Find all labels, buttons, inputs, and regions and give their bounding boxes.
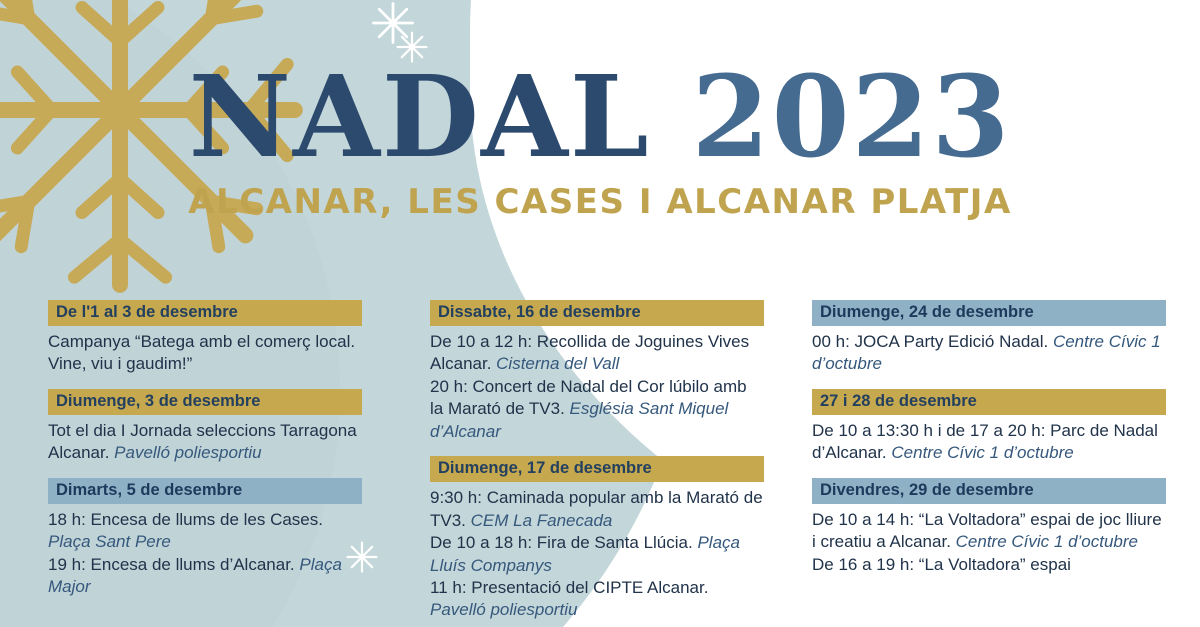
- event-text: 19 h: Encesa de llums d’Alcanar.: [48, 554, 300, 574]
- event-line: [48, 509, 362, 554]
- event-location: Plaça Sant Pere: [48, 532, 171, 552]
- event-line: [48, 331, 362, 376]
- event-block: [430, 300, 764, 443]
- event-location: CEM La Fanecada: [470, 510, 613, 530]
- event-details: [48, 509, 362, 599]
- event-location: Plaça Major: [48, 554, 342, 597]
- event-details: [430, 487, 764, 622]
- event-block: [812, 478, 1166, 576]
- event-location: Centre Cívic 1 d’octubre: [891, 443, 1074, 463]
- title-year: 2023: [691, 52, 1012, 183]
- event-date-heading: Diumenge, 17 de desembre: [430, 456, 764, 482]
- event-date-heading: Divendres, 29 de desembre: [812, 478, 1166, 504]
- event-text: 20 h: Concert de Nadal del Cor lúbilo amb la Marató de TV3.: [430, 376, 747, 419]
- title-nadal: NADAL: [188, 52, 651, 183]
- event-line: [430, 577, 764, 622]
- event-location: Església Sant Miquel d’Alcanar: [430, 399, 729, 441]
- event-line: [812, 509, 1166, 554]
- event-line: [812, 331, 1166, 376]
- event-location: Pavelló poliesportiu: [430, 600, 578, 620]
- event-date-heading: Diumenge, 24 de desembre: [812, 300, 1166, 326]
- event-text: 18 h: Encesa de llums de les Cases.: [48, 509, 323, 529]
- event-details: [812, 509, 1166, 576]
- events-column-3: [800, 300, 1200, 627]
- event-text: De 10 a 12 h: Recollida de Joguines Vives Alcanar.: [430, 332, 750, 374]
- event-block: [48, 389, 362, 465]
- event-block: [430, 456, 764, 622]
- event-line: [812, 420, 1166, 465]
- event-line: [48, 554, 362, 599]
- event-location: Centre Cívic 1 d’octubre: [812, 332, 1161, 374]
- event-text: De 10 a 13:30 h i de 17 a 20 h: Parc de Nadal d’Alcanar.: [812, 420, 1158, 463]
- event-block: [48, 300, 362, 376]
- event-location: Centre Cívic 1 d’octubre: [955, 532, 1139, 552]
- event-line: [430, 331, 764, 376]
- event-text: De 10 a 14 h: “La Voltadora” espai de joc lliure i creatiu a Alcanar.: [812, 509, 1162, 552]
- event-date-heading: Dissabte, 16 de desembre: [430, 300, 764, 326]
- event-location: Plaça Lluís Companys: [430, 533, 740, 575]
- event-date-heading: De l'1 al 3 de desembre: [48, 300, 362, 326]
- event-line: [430, 487, 764, 532]
- event-location: Pavelló poliesportiu: [114, 443, 262, 463]
- event-block: [48, 478, 362, 599]
- events-column-2: [400, 300, 800, 627]
- event-details: [812, 420, 1166, 465]
- event-details: [430, 331, 764, 443]
- event-location: Cisterna del Vall: [496, 354, 620, 374]
- event-text: De 10 a 18 h: Fira de Santa Llúcia.: [430, 533, 698, 553]
- event-details: [48, 420, 362, 465]
- event-block: [812, 300, 1166, 376]
- event-text: De 16 a 19 h: “La Voltadora” espai: [812, 554, 1071, 574]
- event-date-heading: Dimarts, 5 de desembre: [48, 478, 362, 504]
- event-date-heading: Diumenge, 3 de desembre: [48, 389, 362, 415]
- event-line: [48, 420, 362, 465]
- event-line: [812, 554, 1166, 576]
- events-column-1: [0, 300, 400, 627]
- poster-title: [0, 52, 1200, 222]
- event-block: [812, 389, 1166, 465]
- event-line: [430, 532, 764, 577]
- event-text: 9:30 h: Caminada popular amb la Marató de TV3.: [430, 488, 763, 530]
- title-line: [0, 52, 1200, 183]
- events-columns: [0, 300, 1200, 627]
- poster-subtitle: ALCANAR, LES CASES I ALCANAR PLATJA: [188, 182, 1012, 222]
- event-text: 11 h: Presentació del CIPTE Alcanar.: [430, 577, 709, 597]
- event-text: Tot el dia I Jornada seleccions Tarragona Alcanar.: [48, 420, 357, 463]
- event-date-heading: 27 i 28 de desembre: [812, 389, 1166, 415]
- event-line: [430, 376, 764, 443]
- event-details: [48, 331, 362, 376]
- event-text: 00 h: JOCA Party Edició Nadal.: [812, 332, 1053, 351]
- event-details: [812, 331, 1166, 376]
- event-text: Campanya “Batega amb el comerç local. Vine, viu i gaudim!”: [48, 332, 356, 374]
